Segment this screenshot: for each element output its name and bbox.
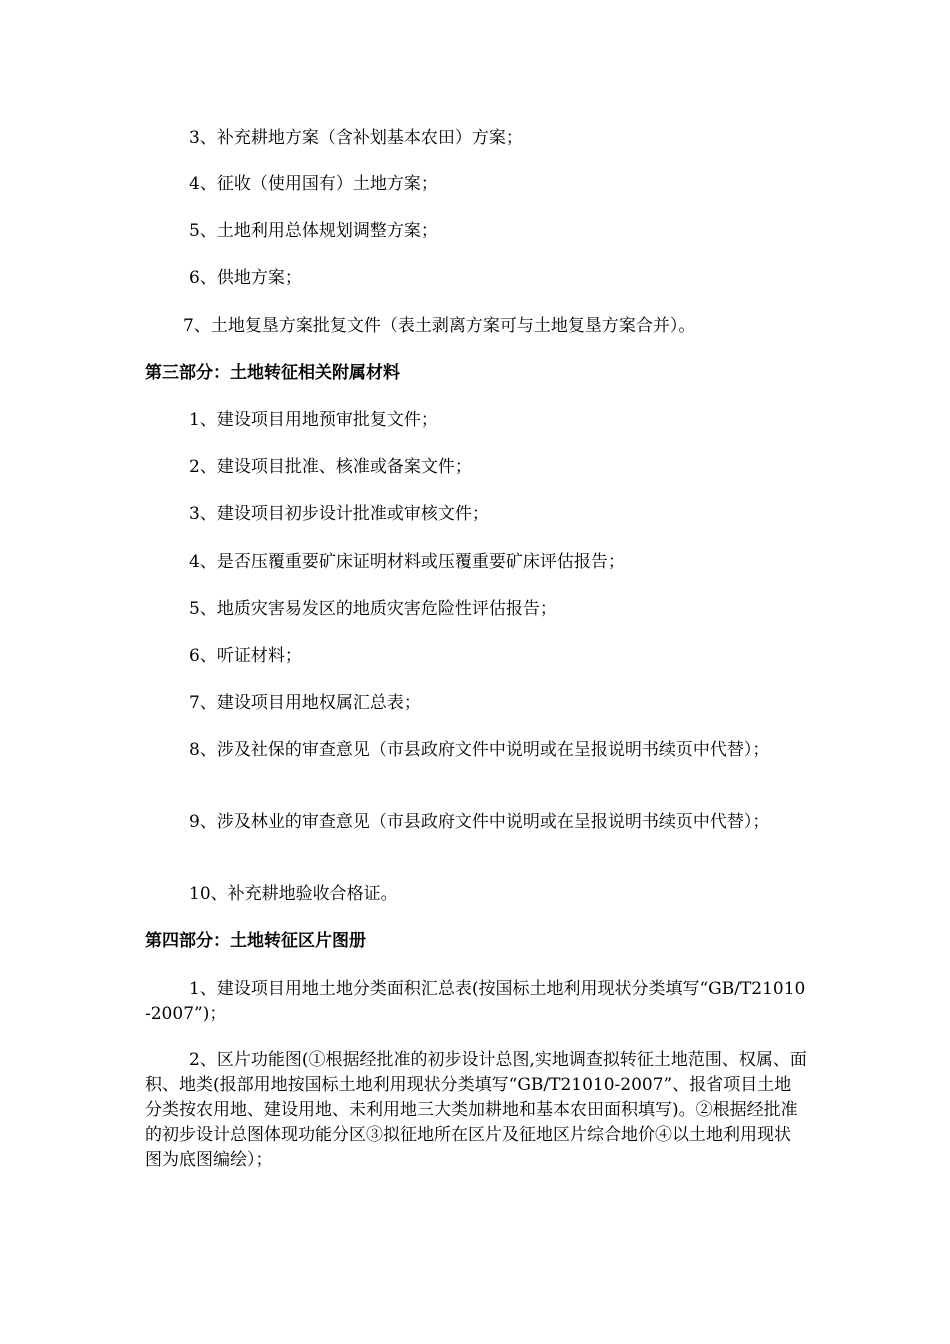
- list-item: 3、建设项目初步设计批准或审核文件；: [189, 504, 489, 524]
- list-item: 3、补充耕地方案（含补划基本农田）方案；: [189, 128, 523, 148]
- list-item: 7、土地复垦方案批复文件（表土剥离方案可与土地复垦方案合并）。: [183, 316, 696, 336]
- list-item: 5、地质灾害易发区的地质灾害危险性评估报告；: [189, 599, 557, 619]
- list-item: 9、涉及林业的审查意见（市县政府文件中说明或在呈报说明书续页中代替）；: [189, 812, 770, 832]
- list-item: 1、建设项目用地预审批复文件；: [189, 410, 438, 430]
- list-item: 4、征收（使用国有）土地方案；: [189, 174, 438, 194]
- list-item: 2、建设项目批准、核准或备案文件；: [189, 457, 472, 477]
- list-item: 2、区片功能图(①根据经批准的初步设计总图,实地调查拟转征土地范围、权属、面积、地类(报部用地按国标土地利用现状分类填写“GB/T21010-2007”、报省项目土地分类按农用地、建设用地、未利用地三大类加耕地和基本农田面积填写)。②根据经批准的初步设计总图体现功能分区③拟征地所在区片及征地区片综合地价④以土地利用现状图为底图编绘）；: [145, 1050, 807, 1170]
- section-heading: 第四部分：土地转征区片图册: [145, 931, 366, 951]
- section-heading: 第三部分：土地转征相关附属材料: [145, 363, 400, 383]
- list-item: 6、供地方案；: [189, 268, 302, 288]
- list-item: 7、建设项目用地权属汇总表；: [189, 693, 421, 713]
- list-item: 5、土地利用总体规划调整方案；: [189, 221, 438, 241]
- list-item: 4、是否压覆重要矿床证明材料或压覆重要矿床评估报告；: [189, 552, 625, 572]
- list-item: 1、建设项目用地土地分类面积汇总表(按国标土地利用现状分类填写“GB/T21010-2007”)；: [145, 979, 806, 1024]
- list-item: 6、听证材料；: [189, 646, 302, 666]
- list-item: 8、涉及社保的审查意见（市县政府文件中说明或在呈报说明书续页中代替）；: [189, 740, 770, 760]
- list-item: 10、补充耕地验收合格证。: [189, 884, 398, 904]
